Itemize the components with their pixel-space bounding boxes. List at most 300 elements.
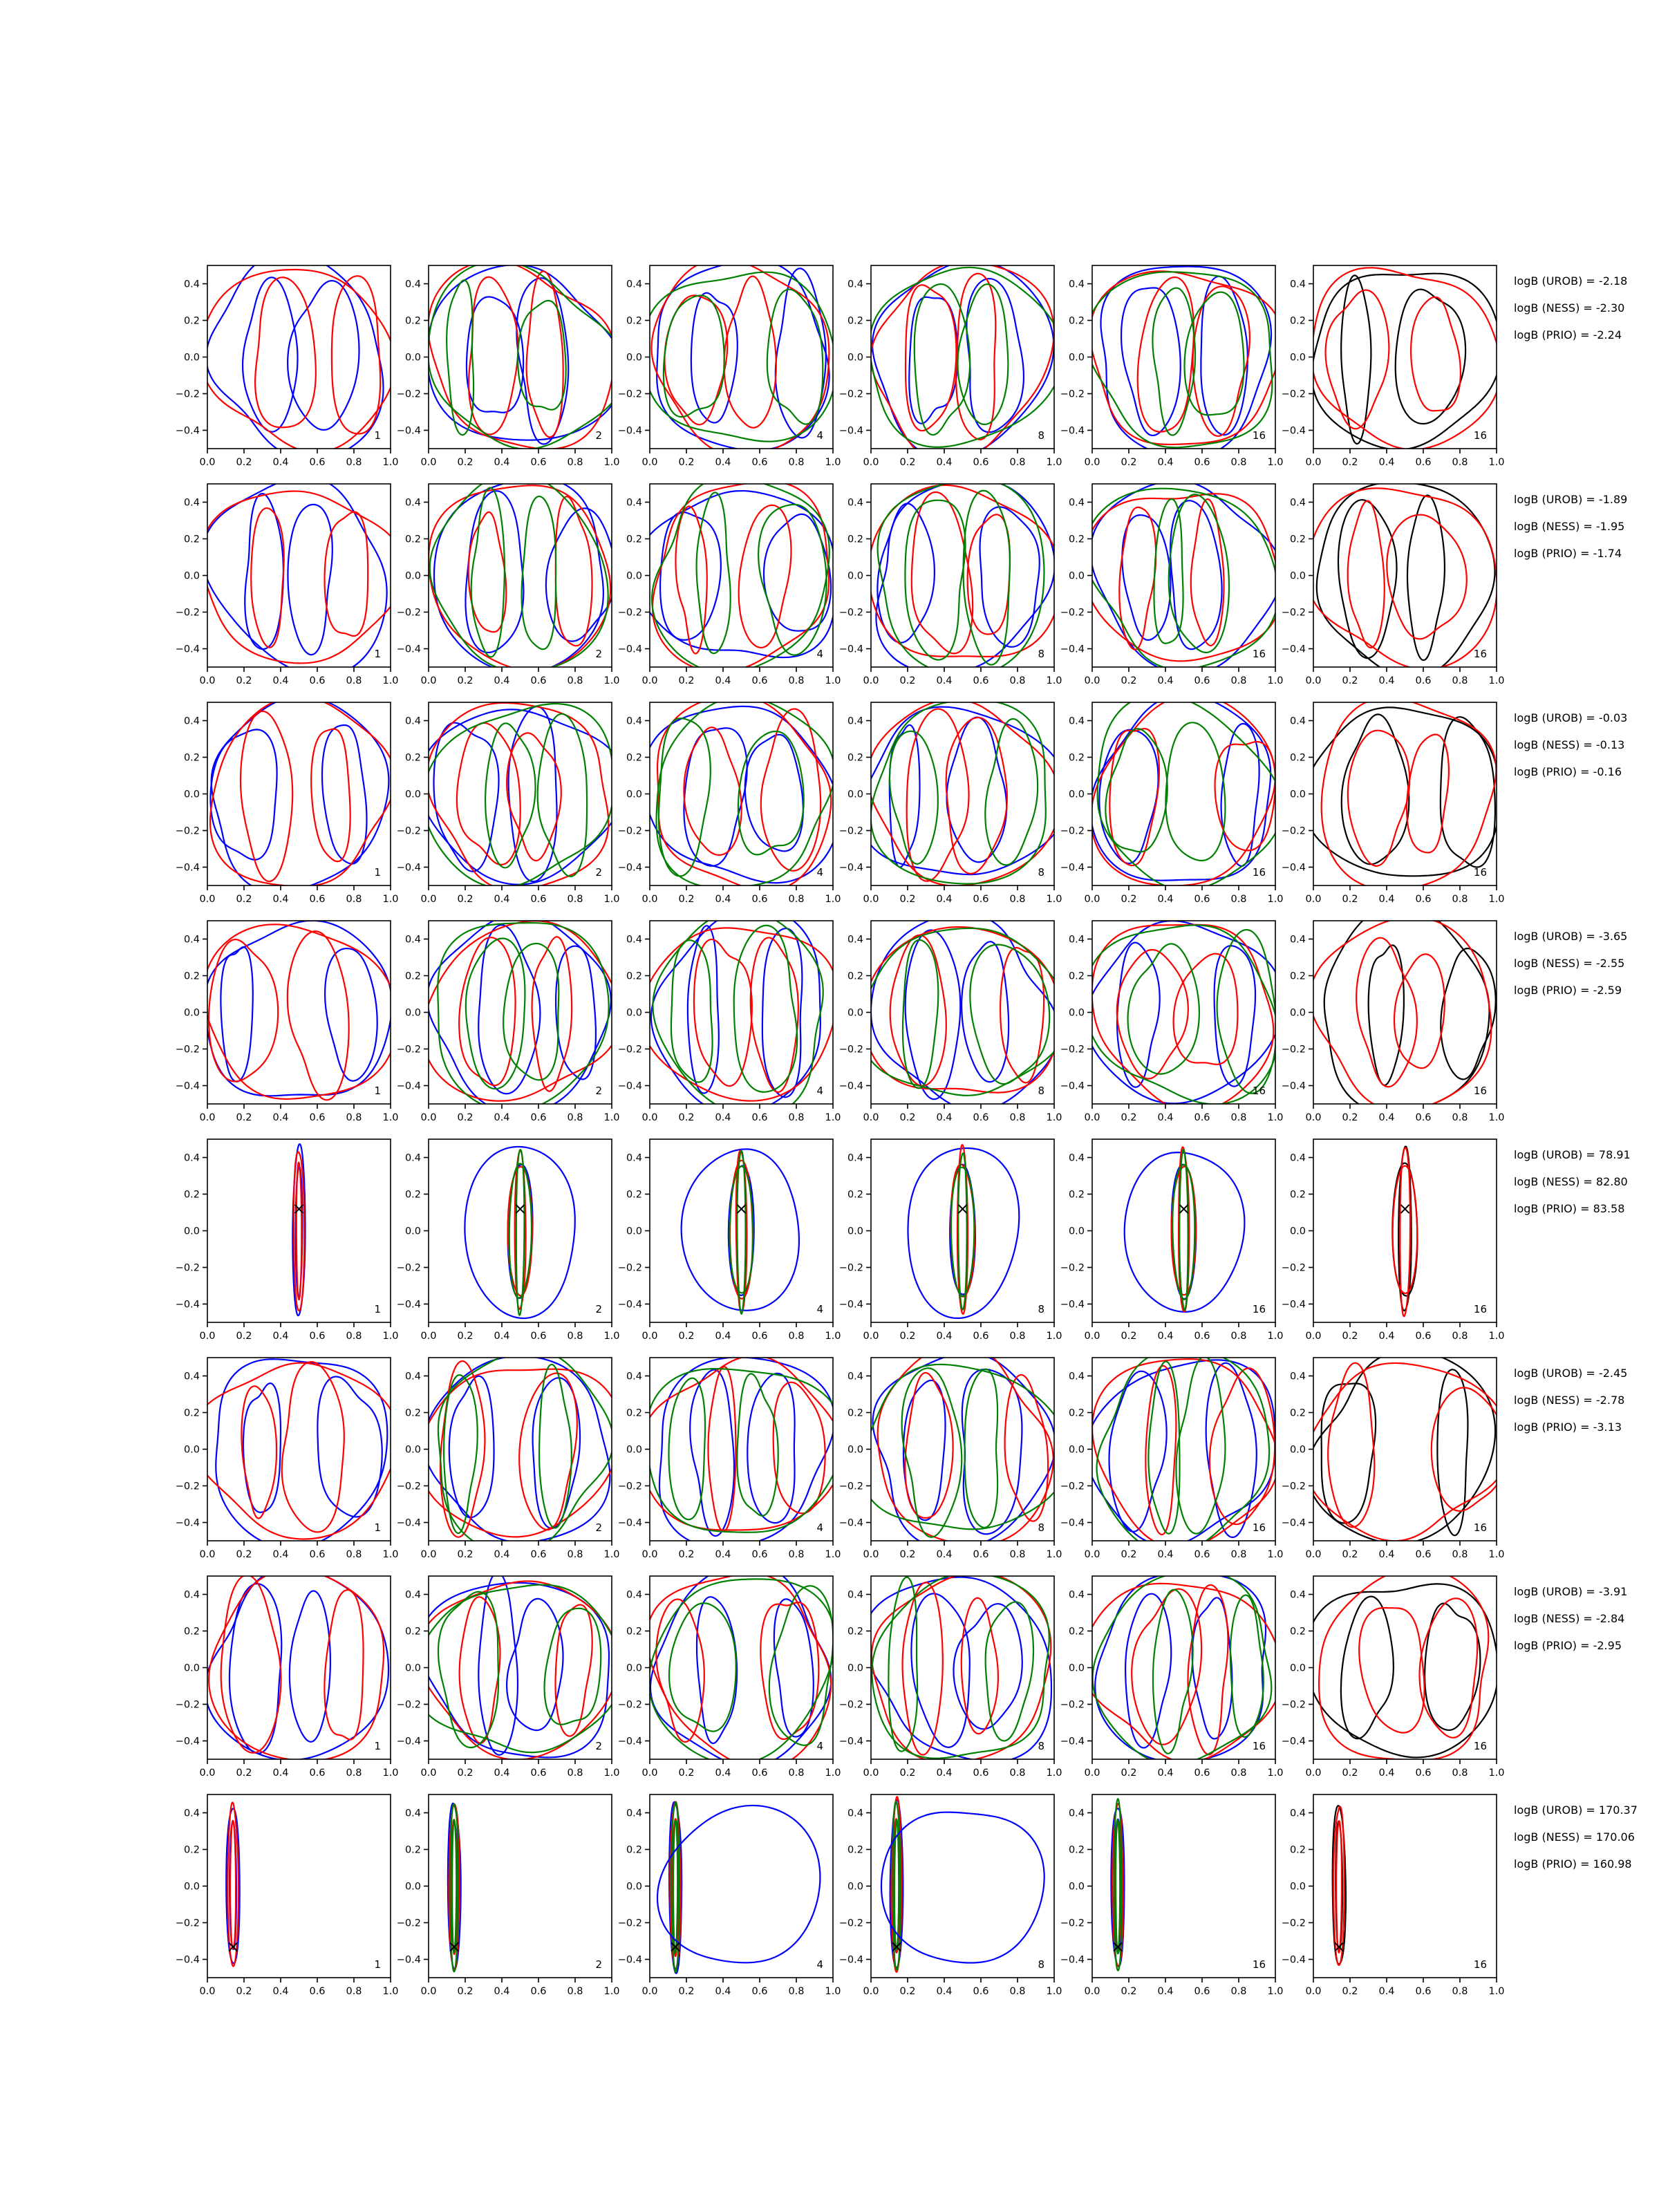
x-tick-label: 1.0 xyxy=(603,1986,620,1997)
logb-annotation: logB (PRIO) = -2.24 xyxy=(1514,328,1622,341)
y-tick-label: 0.0 xyxy=(626,570,642,582)
panel-r8-c2 xyxy=(397,1794,620,1997)
x-tick-label: 0.0 xyxy=(1305,1549,1322,1560)
x-tick-label: 0.0 xyxy=(863,894,879,905)
x-tick-label: 0.0 xyxy=(1305,1986,1322,1997)
x-tick-label: 0.4 xyxy=(936,457,953,468)
logb-annotation: logB (NESS) = -2.84 xyxy=(1514,1612,1625,1625)
x-tick-label: 1.0 xyxy=(1046,1986,1062,1997)
red-contour-outer xyxy=(1305,1363,1510,1541)
x-tick-label: 0.6 xyxy=(1415,894,1432,905)
logb-annotation: logB (UROB) = -2.45 xyxy=(1514,1367,1628,1380)
y-tick-label: 0.4 xyxy=(847,279,863,290)
panel-r4-c3 xyxy=(618,908,841,1123)
true-value-marker: × xyxy=(668,1936,683,1956)
x-tick-label: 0.2 xyxy=(678,1986,695,1997)
x-tick-label: 1.0 xyxy=(603,457,620,468)
y-tick-label: 0.2 xyxy=(847,971,863,982)
x-tick-label: 0.8 xyxy=(1230,1986,1247,1997)
x-tick-label: 0.6 xyxy=(1415,457,1432,468)
red-contour-mode-a xyxy=(694,939,752,1086)
y-tick-label: 0.2 xyxy=(1289,1844,1306,1856)
y-tick-label: −0.4 xyxy=(175,425,200,437)
x-tick-label: 0.2 xyxy=(457,894,474,905)
x-tick-label: 1.0 xyxy=(1267,1549,1284,1560)
panel-label: 1 xyxy=(374,1958,381,1971)
logb-annotation: logB (PRIO) = -2.59 xyxy=(1514,984,1622,997)
y-tick-label: 0.4 xyxy=(626,1152,642,1164)
blue-contour-mode-a xyxy=(1121,288,1181,435)
x-tick-label: 0.6 xyxy=(309,1112,326,1123)
y-tick-label: 0.0 xyxy=(1068,352,1085,364)
panel-label: 2 xyxy=(595,1740,602,1752)
contour-lines xyxy=(1086,1348,1278,1553)
red-contour-mode-b xyxy=(519,1374,577,1530)
panel-label: 8 xyxy=(1038,429,1044,442)
y-tick-label: −0.4 xyxy=(175,1080,200,1092)
y-tick-label: 0.4 xyxy=(183,715,200,727)
black-contour-mode-a xyxy=(1342,714,1409,864)
x-tick-label: 0.8 xyxy=(567,457,583,468)
y-tick-label: 0.0 xyxy=(183,1226,200,1237)
blue-contour-mode-b xyxy=(962,941,1009,1082)
x-tick-label: 1.0 xyxy=(825,894,841,905)
panel-r3-c6 xyxy=(1282,697,1505,905)
y-tick-label: 0.2 xyxy=(847,752,863,764)
x-tick-label: 0.8 xyxy=(567,1331,583,1342)
x-tick-label: 0.6 xyxy=(973,675,989,686)
y-tick-label: 0.2 xyxy=(404,752,421,764)
x-tick-label: 0.2 xyxy=(899,1549,916,1560)
green-contour-mode-b xyxy=(545,1609,601,1725)
x-tick-label: 1.0 xyxy=(1488,1768,1505,1779)
y-tick-label: 0.2 xyxy=(1289,1189,1306,1201)
x-tick-label: 0.4 xyxy=(1378,1112,1395,1123)
red-contour-outer xyxy=(210,696,395,886)
y-tick-label: −0.2 xyxy=(1281,388,1306,400)
y-tick-label: −0.2 xyxy=(396,1481,421,1492)
contour-lines xyxy=(1305,1350,1510,1544)
y-tick-label: 0.4 xyxy=(183,1589,200,1601)
panel-label: 4 xyxy=(816,1521,823,1534)
red-contour-outer xyxy=(428,261,615,449)
x-tick-label: 1.0 xyxy=(603,1331,620,1342)
panel-label: 1 xyxy=(374,866,381,879)
green-contour-mode-b xyxy=(738,731,804,854)
y-tick-label: −0.4 xyxy=(396,425,421,437)
x-tick-label: 0.2 xyxy=(678,457,695,468)
x-tick-label: 0.0 xyxy=(1305,1768,1322,1779)
red-contour-outer xyxy=(653,481,829,672)
blue-contour-mode-b xyxy=(1215,946,1255,1086)
y-tick-label: 0.0 xyxy=(404,1444,421,1456)
panel-r8-c6 xyxy=(1282,1794,1505,1997)
x-tick-label: 0.0 xyxy=(863,675,879,686)
y-tick-label: 0.4 xyxy=(1068,934,1085,946)
x-tick-label: 0.8 xyxy=(346,675,362,686)
blue-contour-outer xyxy=(908,1148,1020,1318)
red-contour-outer xyxy=(1092,1359,1278,1548)
y-tick-label: 0.4 xyxy=(404,715,421,727)
blue-contour-mode-a xyxy=(1099,730,1158,863)
x-tick-label: 1.0 xyxy=(1046,457,1062,468)
contour-lines xyxy=(642,259,836,456)
red-contour-mode-a xyxy=(1356,938,1417,1087)
true-value-marker: × xyxy=(955,1199,970,1219)
red-contour-mode-a xyxy=(460,1597,500,1743)
x-tick-label: 0.2 xyxy=(236,1112,252,1123)
x-tick-label: 0.6 xyxy=(309,1331,326,1342)
panel-label: 4 xyxy=(816,866,823,879)
red-contour-outer xyxy=(203,924,397,1099)
y-tick-label: 0.2 xyxy=(1068,1844,1085,1856)
y-tick-label: 0.2 xyxy=(404,1844,421,1856)
black-contour-mode-b xyxy=(1396,290,1465,424)
x-tick-label: 1.0 xyxy=(1488,1112,1505,1123)
contour-lines xyxy=(465,1147,574,1318)
x-tick-label: 0.8 xyxy=(346,1331,362,1342)
x-tick-label: 0.4 xyxy=(1157,1331,1174,1342)
x-tick-label: 0.4 xyxy=(1378,1986,1395,1997)
x-tick-label: 0.0 xyxy=(1305,894,1322,905)
panel-r2-c4 xyxy=(839,479,1062,686)
panel-r6-c1 xyxy=(176,1358,399,1560)
logb-annotation: logB (PRIO) = -1.74 xyxy=(1514,547,1622,560)
x-tick-label: 0.6 xyxy=(1415,1331,1432,1342)
y-tick-label: −0.4 xyxy=(1060,425,1085,437)
y-tick-label: −0.2 xyxy=(175,388,200,400)
green-contour-outer xyxy=(958,1153,966,1309)
red-contour-inner xyxy=(1393,1166,1418,1293)
red-contour-outer xyxy=(1082,1584,1282,1763)
contour-lines xyxy=(1125,1147,1245,1311)
y-tick-label: 0.0 xyxy=(404,1662,421,1674)
x-tick-label: 0.2 xyxy=(1342,1986,1358,1997)
y-tick-label: −0.2 xyxy=(617,1262,642,1274)
x-tick-label: 0.0 xyxy=(199,457,216,468)
x-tick-label: 0.6 xyxy=(530,894,547,905)
blue-contour-mode-b xyxy=(290,1591,330,1741)
y-tick-label: −0.4 xyxy=(617,1299,642,1311)
x-tick-label: 0.6 xyxy=(973,1549,989,1560)
green-contour-outer xyxy=(1177,1150,1191,1310)
red-contour-mode-b xyxy=(332,276,380,433)
x-tick-label: 0.8 xyxy=(1452,1549,1468,1560)
y-tick-label: 0.4 xyxy=(626,497,642,509)
y-tick-label: 0.2 xyxy=(847,1407,863,1419)
x-tick-label: 1.0 xyxy=(603,1112,620,1123)
panel-label: 2 xyxy=(595,429,602,442)
true-value-marker: × xyxy=(513,1199,527,1219)
y-tick-label: 0.0 xyxy=(183,1007,200,1019)
red-contour-inner xyxy=(230,1821,236,1949)
x-tick-label: 0.2 xyxy=(899,1986,916,1997)
green-contour-outer xyxy=(516,1150,525,1315)
y-tick-label: −0.2 xyxy=(175,825,200,837)
x-tick-label: 0.8 xyxy=(1009,457,1026,468)
contour-lines xyxy=(861,913,1069,1111)
panel-label: 2 xyxy=(595,1303,602,1315)
black-contour-mode-a xyxy=(1322,1383,1376,1523)
panel-r1-c2 xyxy=(397,261,626,468)
red-contour-mode-b xyxy=(968,514,1010,634)
red-contour-mode-b xyxy=(1000,948,1044,1082)
blue-contour-outer xyxy=(212,696,389,892)
y-tick-label: 0.0 xyxy=(847,1007,863,1019)
y-tick-label: −0.4 xyxy=(1281,1736,1306,1747)
y-tick-label: −0.4 xyxy=(1060,862,1085,874)
y-tick-label: 0.2 xyxy=(1289,1626,1306,1638)
x-tick-label: 0.2 xyxy=(1342,457,1358,468)
x-tick-label: 0.6 xyxy=(751,1549,768,1560)
y-tick-label: 0.0 xyxy=(1289,789,1306,800)
panel-label: 2 xyxy=(595,648,602,660)
y-tick-label: 0.2 xyxy=(1068,1189,1085,1201)
x-tick-label: 1.0 xyxy=(1046,1549,1062,1560)
y-tick-label: −0.4 xyxy=(175,644,200,655)
red-contour-mode-b xyxy=(956,274,995,440)
contour-lines xyxy=(419,1350,621,1554)
black-contour-mode-b xyxy=(1441,948,1495,1079)
panel-label: 1 xyxy=(374,1085,381,1097)
y-tick-label: −0.4 xyxy=(1281,1299,1306,1311)
x-tick-label: 0.4 xyxy=(936,1112,953,1123)
green-contour-mode-a xyxy=(485,723,535,868)
y-tick-label: 0.2 xyxy=(1289,315,1306,327)
x-tick-label: 0.8 xyxy=(346,457,362,468)
x-tick-label: 1.0 xyxy=(825,1331,841,1342)
panel-label: 2 xyxy=(595,1521,602,1534)
panel-label: 4 xyxy=(816,1085,823,1097)
x-tick-label: 0.8 xyxy=(567,1112,583,1123)
y-tick-label: −0.4 xyxy=(838,1080,863,1092)
y-tick-label: 0.0 xyxy=(183,1881,200,1893)
y-tick-label: −0.2 xyxy=(838,607,863,619)
x-tick-label: 0.4 xyxy=(494,1986,510,1997)
x-tick-label: 0.0 xyxy=(420,457,437,468)
contour-lines xyxy=(1306,1568,1498,1761)
y-tick-label: −0.4 xyxy=(617,1736,642,1747)
blue-contour-outer xyxy=(1101,267,1272,458)
panel-r7-c2 xyxy=(397,1573,622,1779)
axes-frame xyxy=(1313,1576,1497,1759)
x-tick-label: 0.0 xyxy=(641,1768,658,1779)
red-contour-mode-b xyxy=(311,729,350,862)
x-tick-label: 1.0 xyxy=(603,894,620,905)
red-contour-outer xyxy=(869,485,1061,657)
y-tick-label: 0.0 xyxy=(1068,570,1085,582)
y-tick-label: 0.4 xyxy=(404,279,421,290)
x-tick-label: 0.8 xyxy=(1230,675,1247,686)
green-contour-mode-b xyxy=(986,1602,1033,1741)
panel-r6-c5 xyxy=(1060,1348,1284,1560)
y-tick-label: 0.4 xyxy=(847,497,863,509)
blue-contour-outer xyxy=(434,478,603,673)
y-tick-label: 0.0 xyxy=(626,1881,642,1893)
x-tick-label: 1.0 xyxy=(825,1768,841,1779)
x-tick-label: 0.2 xyxy=(1121,457,1137,468)
x-tick-label: 0.4 xyxy=(715,1768,731,1779)
y-tick-label: 0.0 xyxy=(847,1226,863,1237)
contour-lines xyxy=(861,699,1069,885)
panel-label: 2 xyxy=(595,1085,602,1097)
y-tick-label: −0.4 xyxy=(396,644,421,655)
y-tick-label: −0.2 xyxy=(838,388,863,400)
panel-label: 8 xyxy=(1038,648,1044,660)
red-contour-mode-a xyxy=(1348,500,1385,647)
blue-contour-mode-a xyxy=(1109,1371,1167,1532)
y-tick-label: 0.4 xyxy=(847,1371,863,1382)
red-contour-mode-a xyxy=(469,512,507,632)
y-tick-label: 0.2 xyxy=(1068,1407,1085,1419)
contour-lines xyxy=(635,476,836,673)
green-contour-mode-b xyxy=(758,505,827,655)
y-tick-label: −0.4 xyxy=(396,862,421,874)
x-tick-label: 0.6 xyxy=(309,1986,326,1997)
x-tick-label: 0.0 xyxy=(199,1331,216,1342)
green-contour-inner xyxy=(452,1820,456,1953)
contour-lines xyxy=(427,261,626,449)
y-tick-label: 0.4 xyxy=(847,1152,863,1164)
x-tick-label: 0.6 xyxy=(1415,1768,1432,1779)
y-tick-label: −0.4 xyxy=(1060,1080,1085,1092)
panel-r2-c6 xyxy=(1282,482,1505,686)
x-tick-label: 0.8 xyxy=(567,1549,583,1560)
y-tick-label: −0.4 xyxy=(1060,644,1085,655)
x-tick-label: 0.4 xyxy=(1157,1768,1174,1779)
x-tick-label: 0.4 xyxy=(494,1331,510,1342)
contour-lines xyxy=(1306,482,1497,678)
true-value-marker: × xyxy=(1332,1936,1347,1956)
x-tick-label: 0.4 xyxy=(1157,1112,1174,1123)
x-tick-label: 1.0 xyxy=(1488,1549,1505,1560)
x-tick-label: 0.0 xyxy=(199,1986,216,1997)
blue-contour-outer xyxy=(465,1147,574,1318)
x-tick-label: 1.0 xyxy=(1046,675,1062,686)
red-contour-mode-b xyxy=(1174,954,1238,1065)
green-contour-outer xyxy=(1085,925,1278,1104)
y-tick-label: 0.4 xyxy=(1068,1371,1085,1382)
green-contour-outer xyxy=(1085,489,1278,670)
x-tick-label: 0.6 xyxy=(1415,1986,1432,1997)
y-tick-label: −0.2 xyxy=(617,1699,642,1711)
panel-r4-c6 xyxy=(1282,904,1505,1123)
panel-label: 8 xyxy=(1038,1303,1044,1315)
y-tick-label: 0.0 xyxy=(847,570,863,582)
y-tick-label: 0.2 xyxy=(404,1407,421,1419)
x-tick-label: 0.0 xyxy=(1305,1112,1322,1123)
y-tick-label: −0.4 xyxy=(838,425,863,437)
y-tick-label: 0.2 xyxy=(626,1407,642,1419)
blue-contour-mode-a xyxy=(467,297,523,412)
x-tick-label: 0.6 xyxy=(1194,1768,1210,1779)
x-tick-label: 1.0 xyxy=(382,1549,399,1560)
blue-contour-outer xyxy=(1086,921,1283,1103)
axes-frame xyxy=(207,702,391,885)
x-tick-label: 0.2 xyxy=(1342,1768,1358,1779)
y-tick-label: −0.2 xyxy=(838,825,863,837)
x-tick-label: 0.2 xyxy=(1121,1768,1137,1779)
y-tick-label: 0.2 xyxy=(1289,534,1306,545)
x-tick-label: 1.0 xyxy=(1267,675,1284,686)
y-tick-label: 0.4 xyxy=(404,497,421,509)
x-tick-label: 0.6 xyxy=(751,1112,768,1123)
x-tick-label: 0.6 xyxy=(1415,675,1432,686)
green-contour-inner xyxy=(673,1821,677,1953)
x-tick-label: 0.0 xyxy=(1084,1549,1100,1560)
x-tick-label: 0.8 xyxy=(1009,1331,1026,1342)
x-tick-label: 0.6 xyxy=(309,457,326,468)
y-tick-label: 0.2 xyxy=(847,1844,863,1856)
green-contour-mode-a xyxy=(697,492,731,653)
y-tick-label: 0.2 xyxy=(626,971,642,982)
x-tick-label: 0.2 xyxy=(1121,1549,1137,1560)
blue-contour-mode-b xyxy=(288,281,359,430)
panel-r5-c4 xyxy=(839,1139,1062,1342)
x-tick-label: 0.8 xyxy=(1009,675,1026,686)
panel-r7-c5 xyxy=(1060,1571,1284,1779)
panel-label: 16 xyxy=(1473,429,1487,442)
blue-contour-outer xyxy=(682,1149,799,1310)
contour-lines xyxy=(1085,921,1283,1112)
x-tick-label: 0.2 xyxy=(236,1986,252,1997)
x-tick-label: 0.8 xyxy=(346,1112,362,1123)
panel-r3-c5 xyxy=(1060,694,1284,905)
x-tick-label: 0.4 xyxy=(494,457,510,468)
panel-label: 1 xyxy=(374,1740,381,1752)
y-tick-label: 0.2 xyxy=(183,752,200,764)
x-tick-label: 0.6 xyxy=(751,457,768,468)
x-tick-label: 0.0 xyxy=(641,1549,658,1560)
y-tick-label: 0.4 xyxy=(183,497,200,509)
y-tick-label: 0.4 xyxy=(1289,1589,1306,1601)
contour-lines xyxy=(1312,268,1501,449)
blue-contour-mode-a xyxy=(478,925,540,1094)
red-contour-mode-a xyxy=(255,277,316,427)
y-tick-label: 0.0 xyxy=(626,1226,642,1237)
x-tick-label: 0.0 xyxy=(420,1986,437,1997)
x-tick-label: 0.0 xyxy=(420,894,437,905)
x-tick-label: 0.6 xyxy=(973,1768,989,1779)
y-tick-label: −0.4 xyxy=(617,644,642,655)
green-contour-mode-a xyxy=(1152,288,1195,435)
x-tick-label: 1.0 xyxy=(825,1986,841,1997)
green-contour-mode-b xyxy=(522,496,556,649)
panel-r6-c6 xyxy=(1282,1350,1510,1560)
red-contour-mode-b xyxy=(282,1362,344,1532)
contour-lines xyxy=(1310,904,1496,1113)
x-tick-label: 0.4 xyxy=(936,1331,953,1342)
red-contour-mode-a xyxy=(1328,1363,1374,1528)
contour-lines xyxy=(861,1343,1069,1549)
y-tick-label: 0.4 xyxy=(404,1589,421,1601)
x-tick-label: 0.8 xyxy=(1452,457,1468,468)
panel-label: 4 xyxy=(816,1740,823,1752)
y-tick-label: −0.2 xyxy=(396,388,421,400)
blue-contour-mode-b xyxy=(962,1369,1022,1534)
y-tick-label: 0.0 xyxy=(1289,1662,1306,1674)
y-tick-label: 0.4 xyxy=(626,934,642,946)
y-tick-label: −0.2 xyxy=(1281,607,1306,619)
panel-r8-c5 xyxy=(1060,1794,1284,1997)
y-tick-label: −0.4 xyxy=(175,1954,200,1966)
y-tick-label: −0.2 xyxy=(1060,1699,1085,1711)
y-tick-label: 0.4 xyxy=(183,279,200,290)
y-tick-label: 0.0 xyxy=(1068,1881,1085,1893)
y-tick-label: 0.2 xyxy=(847,315,863,327)
red-contour-mode-a xyxy=(709,1367,736,1531)
panel-r8-c4 xyxy=(839,1794,1062,1997)
